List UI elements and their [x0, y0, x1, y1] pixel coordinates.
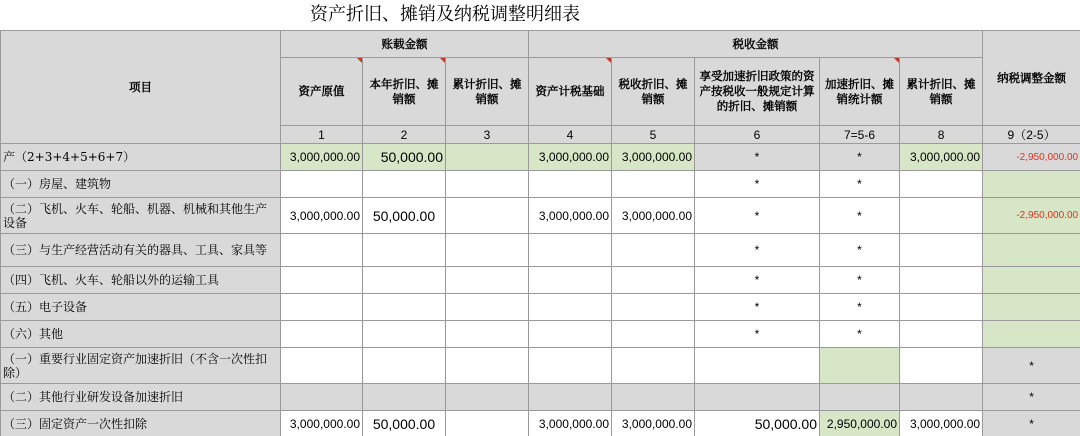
header-col-5[interactable]: 税收折旧、摊销额	[612, 58, 695, 126]
cell-general-rule[interactable]: *	[695, 294, 820, 321]
cell-tax-basis[interactable]	[529, 384, 612, 411]
row-label[interactable]: （一）房屋、建筑物	[1, 171, 281, 198]
cell-accumulated-book[interactable]	[446, 384, 529, 411]
cell-current-depreciation[interactable]	[363, 171, 446, 198]
cell-tax-basis[interactable]: 3,000,000.00	[529, 198, 612, 234]
cell-asset-original[interactable]: 3,000,000.00	[281, 198, 363, 234]
cell-current-depreciation[interactable]: 50,000.00	[363, 144, 446, 171]
cell-general-rule[interactable]: 50,000.00	[695, 411, 820, 436]
col-number-1[interactable]: 1	[281, 126, 363, 144]
cell-tax-depreciation[interactable]: 3,000,000.00	[612, 411, 695, 436]
cell-tax-adjust[interactable]	[983, 234, 1080, 267]
cell-general-rule[interactable]: *	[695, 198, 820, 234]
cell-tax-depreciation[interactable]	[612, 294, 695, 321]
header-col-3[interactable]: 累计折旧、摊销额	[446, 58, 529, 126]
cell-tax-basis[interactable]	[529, 294, 612, 321]
cell-accumulated-tax[interactable]: 3,000,000.00	[900, 144, 983, 171]
cell-tax-depreciation[interactable]	[612, 348, 695, 384]
cell-asset-original[interactable]	[281, 321, 363, 348]
cell-accumulated-tax[interactable]	[900, 198, 983, 234]
cell-asset-original[interactable]	[281, 348, 363, 384]
table-row	[1, 171, 1080, 198]
table-row	[1, 411, 1080, 436]
cell-accelerated-stat[interactable]: *	[820, 267, 900, 294]
header-tax[interactable]: 税收金额	[529, 31, 983, 58]
cell-accumulated-tax[interactable]	[900, 384, 983, 411]
cell-tax-depreciation[interactable]	[612, 267, 695, 294]
cell-tax-adjust[interactable]: -2,950,000.00	[983, 144, 1080, 171]
col-number-5[interactable]: 5	[612, 126, 695, 144]
cell-accelerated-stat[interactable]: *	[820, 321, 900, 348]
col-number-3[interactable]: 3	[446, 126, 529, 144]
table-title: 资产折旧、摊销及纳税调整明细表	[310, 4, 580, 25]
cell-current-depreciation[interactable]	[363, 348, 446, 384]
cell-asset-original[interactable]: 3,000,000.00	[281, 411, 363, 436]
cell-asset-original[interactable]	[281, 267, 363, 294]
table-row	[1, 144, 1080, 171]
cell-current-depreciation[interactable]	[363, 384, 446, 411]
cell-accumulated-book[interactable]	[446, 171, 529, 198]
header-col-4[interactable]: 资产计税基础	[529, 58, 612, 126]
cell-accumulated-book[interactable]	[446, 294, 529, 321]
col-number-7[interactable]: 7=5-6	[820, 126, 900, 144]
cell-current-depreciation[interactable]: 50,000.00	[363, 411, 446, 436]
cell-tax-depreciation[interactable]: 3,000,000.00	[612, 144, 695, 171]
cell-current-depreciation[interactable]	[363, 321, 446, 348]
cell-accelerated-stat[interactable]: 2,950,000.00	[820, 411, 900, 436]
header-col-2[interactable]: 本年折旧、摊销额	[363, 58, 446, 126]
cell-tax-adjust[interactable]	[983, 171, 1080, 198]
cell-asset-original[interactable]	[281, 171, 363, 198]
cell-tax-basis[interactable]: 3,000,000.00	[529, 144, 612, 171]
cell-tax-adjust[interactable]: -2,950,000.00	[983, 198, 1080, 234]
cell-asset-original[interactable]: 3,000,000.00	[281, 144, 363, 171]
table-row	[1, 348, 1080, 384]
header-item[interactable]: 项目	[1, 31, 281, 144]
cell-tax-depreciation[interactable]	[612, 384, 695, 411]
cell-general-rule[interactable]: *	[695, 321, 820, 348]
cell-accelerated-stat[interactable]: *	[820, 171, 900, 198]
cell-general-rule[interactable]	[695, 348, 820, 384]
table-row	[1, 384, 1080, 411]
cell-general-rule[interactable]: *	[695, 171, 820, 198]
row-label[interactable]: （一）重要行业固定资产加速折旧（不含一次性扣除）	[1, 348, 281, 384]
cell-accumulated-tax[interactable]	[900, 348, 983, 384]
cell-asset-original[interactable]	[281, 294, 363, 321]
row-label[interactable]: （三）固定资产一次性扣除	[1, 411, 281, 436]
cell-tax-depreciation[interactable]	[612, 171, 695, 198]
cell-current-depreciation[interactable]	[363, 267, 446, 294]
col-number-9[interactable]: 9（2-5）	[983, 126, 1080, 144]
cell-tax-adjust[interactable]: *	[983, 411, 1080, 436]
table-row	[1, 267, 1080, 294]
cell-tax-adjust[interactable]	[983, 294, 1080, 321]
cell-accumulated-tax[interactable]	[900, 267, 983, 294]
col-number-6[interactable]: 6	[695, 126, 820, 144]
cell-general-rule[interactable]: *	[695, 234, 820, 267]
cell-general-rule[interactable]	[695, 384, 820, 411]
col-number-8[interactable]: 8	[900, 126, 983, 144]
cell-tax-adjust[interactable]	[983, 321, 1080, 348]
col-number-4[interactable]: 4	[529, 126, 612, 144]
row-label[interactable]: （二）飞机、火车、轮船、机器、机械和其他生产设备	[1, 198, 281, 234]
row-label[interactable]: 产（2+3+4+5+6+7）	[1, 144, 281, 171]
header-col-8[interactable]: 累计折旧、摊销额	[900, 58, 983, 126]
cell-general-rule[interactable]: *	[695, 144, 820, 171]
cell-accumulated-book[interactable]	[446, 267, 529, 294]
header-col-7[interactable]: 加速折旧、摊销统计额	[820, 58, 900, 126]
cell-tax-depreciation[interactable]	[612, 321, 695, 348]
cell-general-rule[interactable]: *	[695, 267, 820, 294]
cell-current-depreciation[interactable]	[363, 234, 446, 267]
table-row	[1, 294, 1080, 321]
cell-asset-original[interactable]	[281, 234, 363, 267]
cell-asset-original[interactable]	[281, 384, 363, 411]
row-label[interactable]: （四）飞机、火车、轮船以外的运输工具	[1, 267, 281, 294]
cell-accumulated-book[interactable]	[446, 411, 529, 436]
cell-tax-adjust[interactable]: *	[983, 348, 1080, 384]
cell-accumulated-book[interactable]	[446, 234, 529, 267]
cell-tax-basis[interactable]	[529, 234, 612, 267]
header-col-6[interactable]: 享受加速折旧政策的资产按税收一般规定计算的折旧、摊销额	[695, 58, 820, 126]
row-label[interactable]: （二）其他行业研发设备加速折旧	[1, 384, 281, 411]
cell-tax-adjust[interactable]	[983, 267, 1080, 294]
cell-current-depreciation[interactable]	[363, 294, 446, 321]
col-number-2[interactable]: 2	[363, 126, 446, 144]
cell-tax-depreciation[interactable]: 3,000,000.00	[612, 198, 695, 234]
cell-accelerated-stat[interactable]: *	[820, 294, 900, 321]
table-row	[1, 198, 1080, 234]
cell-accumulated-book[interactable]	[446, 198, 529, 234]
row-label[interactable]: （五）电子设备	[1, 294, 281, 321]
cell-accelerated-stat[interactable]: *	[820, 144, 900, 171]
cell-tax-adjust[interactable]: *	[983, 384, 1080, 411]
cell-tax-depreciation[interactable]	[612, 234, 695, 267]
cell-tax-basis[interactable]	[529, 348, 612, 384]
cell-accelerated-stat[interactable]: *	[820, 234, 900, 267]
cell-accumulated-tax[interactable]	[900, 321, 983, 348]
cell-accumulated-tax[interactable]: 3,000,000.00	[900, 411, 983, 436]
cell-accumulated-tax[interactable]	[900, 294, 983, 321]
cell-accelerated-stat[interactable]	[820, 384, 900, 411]
cell-tax-basis[interactable]: 3,000,000.00	[529, 411, 612, 436]
cell-accumulated-tax[interactable]	[900, 234, 983, 267]
cell-accelerated-stat[interactable]: *	[820, 198, 900, 234]
table-row	[1, 234, 1080, 267]
title-gap	[0, 0, 280, 30]
cell-current-depreciation[interactable]: 50,000.00	[363, 198, 446, 234]
cell-accumulated-book[interactable]	[446, 321, 529, 348]
cell-tax-basis[interactable]	[529, 267, 612, 294]
row-label[interactable]: （三）与生产经营活动有关的器具、工具、家具等	[1, 234, 281, 267]
header-adjust[interactable]: 纳税调整金额	[983, 31, 1080, 126]
header-book[interactable]: 账载金额	[281, 31, 529, 58]
cell-accumulated-book[interactable]	[446, 144, 529, 171]
cell-accumulated-tax[interactable]	[900, 171, 983, 198]
cell-tax-basis[interactable]	[529, 171, 612, 198]
table-row	[1, 321, 1080, 348]
cell-tax-basis[interactable]	[529, 321, 612, 348]
cell-accumulated-book[interactable]	[446, 348, 529, 384]
cell-accelerated-stat[interactable]	[820, 348, 900, 384]
row-label[interactable]: （六）其他	[1, 321, 281, 348]
depreciation-table	[0, 30, 1080, 436]
header-col-1[interactable]: 资产原值	[281, 58, 363, 126]
